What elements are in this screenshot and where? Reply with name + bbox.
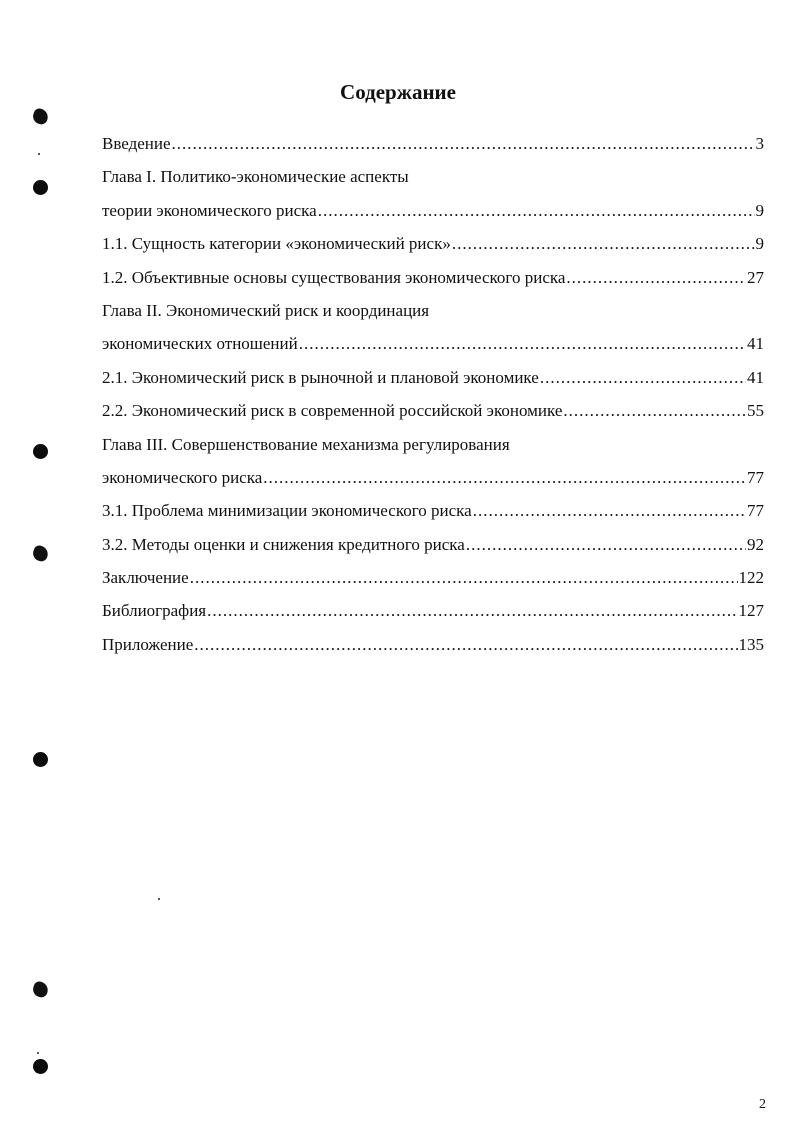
toc-entry-label: Введение — [102, 134, 171, 153]
toc-entry-label: 1.2. Объективные основы существования экономического риска — [102, 267, 566, 287]
toc-chapter-heading — [102, 160, 764, 193]
toc-entry-page: 55 — [747, 401, 764, 421]
punch-hole-mark — [33, 752, 48, 767]
toc-entry-label: 3.1. Проблема минимизации экономического риска — [102, 501, 472, 521]
punch-hole-mark — [33, 444, 48, 459]
toc-entry-label: Приложение — [102, 634, 194, 654]
toc-entry-page: 27 — [747, 267, 764, 287]
scan-speck — [38, 153, 40, 155]
toc-entry — [102, 594, 764, 627]
toc-chapter-heading — [102, 294, 764, 327]
toc-entry-page: 3 — [755, 134, 764, 153]
dot-leader — [466, 528, 746, 561]
toc-entry-page: 135 — [738, 634, 764, 654]
toc-entry-label: Глава III. Совершенствование механизма регулирования — [102, 434, 510, 454]
dot-leader — [207, 594, 737, 627]
toc-entry-label: теории экономического риска — [102, 200, 317, 220]
toc-chapter-heading — [102, 428, 764, 461]
dot-leader — [473, 494, 746, 527]
toc-entry-label: экономического риска — [102, 467, 263, 487]
toc-entry-label: 3.2. Методы оценки и снижения кредитного риска — [102, 534, 465, 554]
scan-speck — [158, 898, 160, 900]
toc-entry — [102, 194, 764, 227]
toc-entry-label: 1.1. Сущность категории «экономический риск» — [102, 234, 451, 254]
toc-entry-page: 41 — [747, 367, 764, 387]
toc-entry-label: Библиография — [102, 601, 207, 621]
dot-leader — [194, 628, 737, 661]
toc-entry — [102, 361, 764, 394]
punch-hole-mark — [33, 1059, 48, 1074]
scan-speck — [37, 1052, 39, 1054]
toc-entry-label: Глава II. Экономический риск и координация — [102, 300, 430, 320]
punch-hole-mark — [33, 180, 48, 195]
toc-entry — [102, 561, 764, 594]
toc-entry — [102, 494, 764, 527]
toc-entry-page: 127 — [738, 601, 764, 621]
toc-entry — [102, 127, 764, 160]
toc-entry-page: 41 — [747, 334, 764, 354]
page-number: 2 — [759, 1097, 766, 1112]
toc-entry-label: 2.2. Экономический риск в современной российской экономике — [102, 401, 563, 421]
dot-leader — [318, 194, 755, 227]
dot-leader — [263, 461, 746, 494]
punch-hole-mark — [31, 980, 50, 999]
toc-entry-page: 122 — [738, 568, 764, 588]
dot-leader — [190, 561, 738, 594]
toc-entry — [102, 227, 764, 260]
toc-entry-label: Глава I. Политико-экономические аспекты — [102, 167, 409, 187]
toc-entry — [102, 261, 764, 294]
dot-leader — [566, 261, 746, 294]
toc-entry-label: Заключение — [102, 568, 189, 588]
dot-leader — [172, 127, 755, 160]
toc-entry — [102, 394, 764, 427]
toc-entry-page: 92 — [747, 534, 764, 554]
toc-entry-label: 2.1. Экономический риск в рыночной и плановой экономике — [102, 367, 539, 387]
toc-entry-page: 9 — [755, 200, 764, 220]
toc-entry — [102, 628, 764, 661]
dot-leader — [452, 227, 755, 260]
dot-leader — [563, 394, 746, 427]
toc-entry — [102, 327, 764, 360]
page-title: Содержание — [340, 80, 456, 104]
toc-entry — [102, 528, 764, 561]
punch-hole-mark — [31, 544, 50, 563]
toc-entry-page: 9 — [755, 234, 764, 254]
toc-entry — [102, 461, 764, 494]
dot-leader — [299, 327, 746, 360]
toc-entry-page: 77 — [747, 501, 764, 521]
toc-entry-label: экономических отношений — [102, 334, 298, 354]
dot-leader — [540, 361, 746, 394]
toc-entry-page: 77 — [747, 467, 764, 487]
punch-hole-mark — [31, 107, 50, 126]
table-of-contents — [102, 127, 764, 661]
